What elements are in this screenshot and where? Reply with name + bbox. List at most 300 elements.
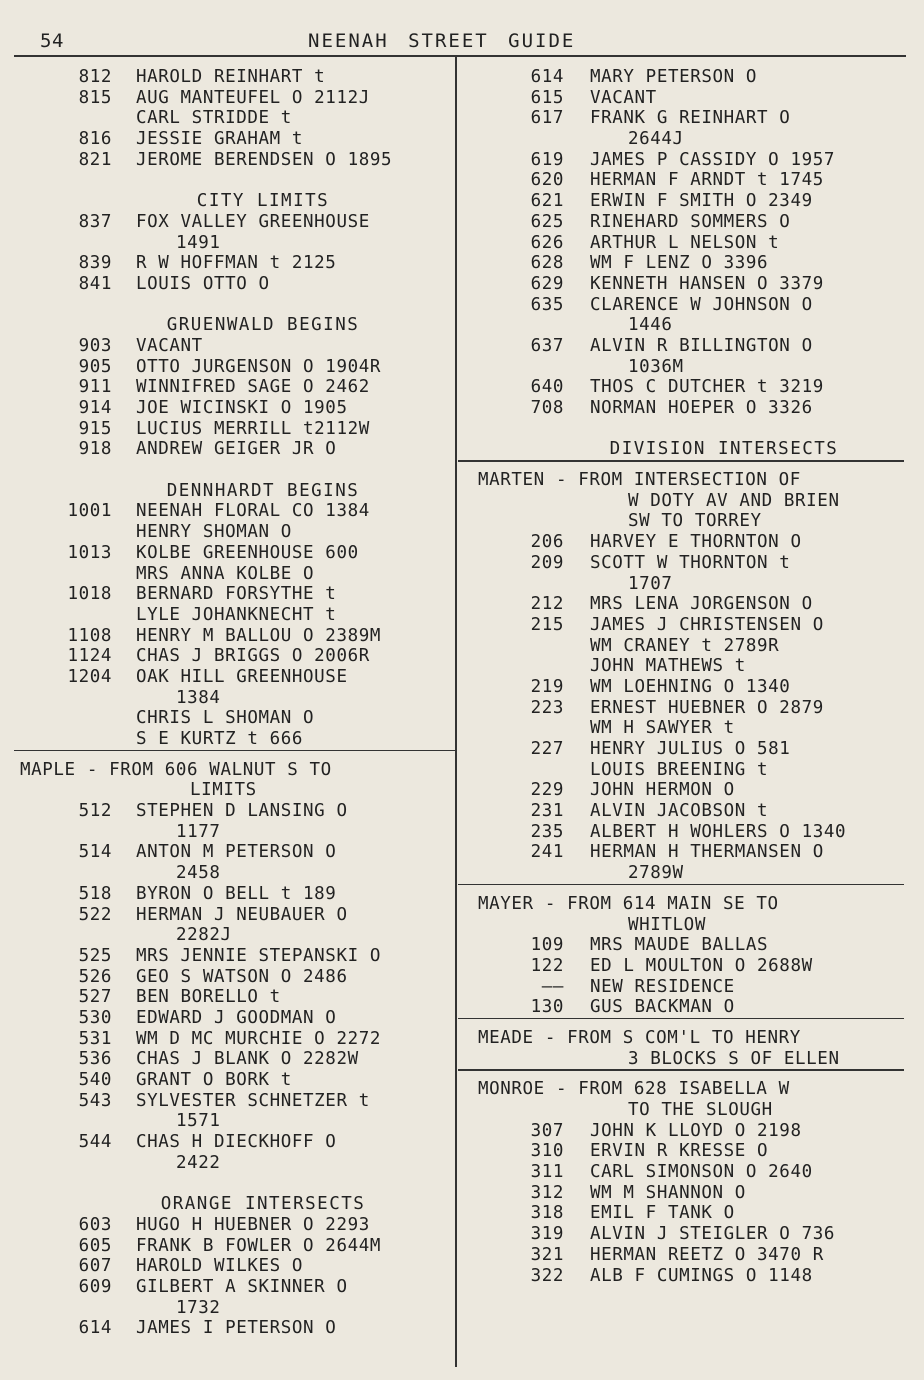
street-heading-continuation — [478, 511, 910, 532]
spacer — [20, 1173, 450, 1194]
street-heading — [20, 760, 450, 781]
page-number: 54 — [40, 30, 65, 52]
house-number: 206 — [530, 532, 564, 553]
house-number: 1001 — [67, 501, 112, 522]
house-number: 526 — [78, 966, 112, 987]
resident-name: THOS C DUTCHER t 3219 — [590, 377, 824, 398]
house-number: 629 — [530, 273, 564, 294]
entry-continuation — [20, 688, 450, 709]
directory-entry — [20, 1029, 450, 1050]
resident-name: KENNETH HANSEN O 3379 — [590, 273, 824, 294]
resident-name: JOHN HERMON O — [590, 780, 735, 801]
resident-name: ARTHUR L NELSON t — [590, 232, 780, 253]
resident-name: CARL STRIDDE t — [136, 108, 292, 129]
resident-name: LOUIS BREENING t — [590, 759, 769, 780]
section-heading-text: DENNHARDT BEGINS — [166, 480, 360, 501]
resident-name: HENRY JULIUS O 581 — [590, 739, 791, 759]
street-heading-text: MAYER - FROM 614 MAIN SE TO — [478, 893, 779, 914]
directory-entry — [20, 626, 450, 647]
directory-entry — [478, 1141, 910, 1162]
resident-name: HERMAN J NEUBAUER O — [136, 904, 348, 925]
resident-name: JAMES J CHRISTENSEN O — [590, 614, 824, 635]
directory-entry — [20, 564, 450, 585]
resident-name: NEW RESIDENCE — [590, 976, 735, 997]
right-column — [478, 67, 910, 1286]
house-number: 625 — [530, 211, 564, 232]
directory-entry — [20, 905, 450, 926]
house-number: 903 — [78, 335, 112, 356]
directory-entry — [20, 842, 450, 863]
resident-name: LOUIS OTTO O — [136, 273, 270, 294]
resident-name: ALB F CUMINGS O 1148 — [590, 1265, 813, 1286]
directory-entry — [20, 377, 450, 398]
directory-entry — [478, 780, 910, 801]
house-number: 815 — [78, 87, 112, 108]
house-number: 530 — [78, 1007, 112, 1028]
resident-name: ERVIN R KRESSE O — [590, 1141, 769, 1162]
house-number: 628 — [530, 253, 564, 274]
section-heading-text: DIVISION INTERSECTS — [609, 439, 839, 460]
house-number: 231 — [530, 801, 564, 822]
resident-name: STEPHEN D LANSING O — [136, 801, 348, 822]
resident-name: BYRON O BELL t 189 — [136, 883, 337, 904]
directory-entry — [478, 212, 910, 233]
house-number: 1204 — [67, 666, 112, 687]
street-heading-continuation — [478, 915, 910, 936]
continuation-text: 2422 — [176, 1152, 221, 1173]
directory-entry — [20, 419, 450, 440]
continuation-text: 1732 — [176, 1297, 221, 1318]
house-number: 235 — [530, 821, 564, 842]
house-number: 821 — [78, 149, 112, 170]
spacer — [20, 170, 450, 191]
section-heading-text: GRUENWALD BEGINS — [166, 315, 360, 336]
continuation-text: 1491 — [176, 232, 221, 253]
street-heading — [478, 894, 910, 915]
resident-name: VACANT — [136, 335, 203, 356]
directory-entry — [478, 615, 910, 636]
house-number: 241 — [530, 842, 564, 863]
street-heading — [478, 1028, 910, 1049]
resident-name: ERNEST HUEBNER O 2879 — [590, 697, 824, 718]
resident-name: NEENAH FLORAL CO 1384 — [136, 501, 370, 522]
directory-entry — [20, 1236, 450, 1257]
directory-entry — [478, 956, 910, 977]
street-heading-text: MONROE - FROM 628 ISABELLA W — [478, 1079, 790, 1100]
resident-name: KOLBE GREENHOUSE 600 — [136, 542, 359, 563]
directory-entry — [478, 636, 910, 657]
directory-entry — [478, 336, 910, 357]
street-heading-continuation-text: LIMITS — [190, 780, 257, 801]
divider-line — [458, 460, 904, 462]
resident-name: RINEHARD SOMMERS O — [590, 211, 791, 232]
resident-name: HUGO H HUEBNER O 2293 — [136, 1214, 370, 1235]
resident-name: WINNIFRED SAGE O 2462 — [136, 377, 370, 398]
house-number: 512 — [78, 801, 112, 822]
house-number: 605 — [78, 1235, 112, 1256]
house-number: 614 — [530, 67, 564, 87]
resident-name: CLARENCE W JOHNSON O — [590, 294, 813, 315]
house-number: 307 — [530, 1120, 564, 1141]
resident-name: MRS MAUDE BALLAS — [590, 935, 769, 956]
spacer — [478, 419, 910, 440]
house-number: 640 — [530, 377, 564, 398]
directory-entry — [20, 708, 450, 729]
resident-name: WM D MC MURCHIE O 2272 — [136, 1028, 381, 1049]
house-number: 621 — [530, 191, 564, 212]
directory-entry — [478, 842, 910, 863]
resident-name: JOHN MATHEWS t — [590, 656, 746, 677]
directory-entry — [20, 1070, 450, 1091]
street-heading-continuation-text: TO THE SLOUGH — [628, 1100, 773, 1120]
house-number: 1108 — [67, 625, 112, 646]
resident-name: LUCIUS MERRILL t2112W — [136, 418, 370, 439]
directory-entry — [478, 822, 910, 843]
house-number: 1013 — [67, 542, 112, 563]
page-title: NEENAH STREET GUIDE — [308, 30, 576, 52]
resident-name: JAMES I PETERSON O — [136, 1318, 337, 1339]
directory-entry — [478, 1162, 910, 1183]
house-number: 536 — [78, 1049, 112, 1070]
house-number: 310 — [530, 1141, 564, 1162]
entry-continuation — [20, 822, 450, 843]
house-number: 841 — [78, 273, 112, 294]
house-number: 209 — [530, 552, 564, 573]
directory-entry — [20, 667, 450, 688]
section-heading — [20, 1194, 450, 1215]
resident-name: HERMAN H THERMANSEN O — [590, 842, 824, 863]
house-number: 918 — [78, 439, 112, 460]
section-heading — [20, 191, 450, 212]
resident-name: HENRY SHOMAN O — [136, 522, 292, 543]
directory-entry — [478, 1203, 910, 1224]
directory-entry — [20, 729, 450, 750]
house-number: 322 — [530, 1265, 564, 1286]
resident-name: GRANT O BORK t — [136, 1070, 292, 1090]
house-number: 607 — [78, 1256, 112, 1277]
continuation-text: 1571 — [176, 1111, 221, 1132]
directory-entry — [20, 946, 450, 967]
resident-name: HARVEY E THORNTON O — [590, 532, 802, 553]
resident-name: FRANK B FOWLER O 2644M — [136, 1235, 381, 1256]
directory-entry — [478, 698, 910, 719]
resident-name: WM M SHANNON O — [590, 1182, 746, 1203]
divider-line — [458, 1018, 904, 1020]
directory-entry — [20, 88, 450, 109]
directory-entry — [20, 543, 450, 564]
directory-entry — [478, 760, 910, 781]
street-heading-continuation-text: 3 BLOCKS S OF ELLEN — [628, 1048, 840, 1069]
continuation-text: 2282J — [176, 925, 232, 946]
resident-name: ANTON M PETERSON O — [136, 842, 337, 863]
house-number: 617 — [530, 108, 564, 129]
divider-line — [14, 750, 456, 752]
resident-name: GEO S WATSON O 2486 — [136, 966, 348, 987]
resident-name: MRS JENNIE STEPANSKI O — [136, 945, 381, 966]
spacer — [20, 295, 450, 316]
directory-entry — [478, 108, 910, 129]
directory-entry — [20, 605, 450, 626]
street-heading — [478, 470, 910, 491]
directory-entry — [478, 997, 910, 1018]
resident-name: CARL SIMONSON O 2640 — [590, 1162, 813, 1183]
resident-name: HERMAN REETZ O 3470 R — [590, 1244, 824, 1265]
directory-entry — [478, 1183, 910, 1204]
directory-entry — [20, 522, 450, 543]
directory-entry — [20, 398, 450, 419]
directory-entry — [478, 88, 910, 109]
section-heading — [20, 315, 450, 336]
directory-entry — [478, 677, 910, 698]
resident-name: SYLVESTER SCHNETZER t — [136, 1090, 370, 1111]
directory-entry — [20, 108, 450, 129]
resident-name: GILBERT A SKINNER O — [136, 1276, 348, 1297]
house-number: 816 — [78, 129, 112, 150]
house-number: 122 — [530, 955, 564, 976]
house-number: 215 — [530, 614, 564, 635]
house-number: 321 — [530, 1244, 564, 1265]
house-number: 219 — [530, 676, 564, 697]
resident-name: FOX VALLEY GREENHOUSE — [136, 211, 370, 232]
continuation-text: 1707 — [628, 573, 673, 594]
house-number: 227 — [530, 739, 564, 759]
directory-entry — [20, 336, 450, 357]
resident-name: CHAS H DIECKHOFF O — [136, 1132, 337, 1153]
divider-line — [458, 884, 904, 886]
street-divider — [478, 1018, 910, 1028]
house-number: 635 — [530, 294, 564, 315]
resident-name: ED L MOULTON O 2688W — [590, 955, 813, 976]
directory-entry — [478, 801, 910, 822]
street-heading-continuation — [478, 1100, 910, 1121]
directory-entry — [20, 1049, 450, 1070]
resident-name: WM F LENZ O 3396 — [590, 253, 769, 274]
house-number: 527 — [78, 987, 112, 1008]
house-number: 109 — [530, 935, 564, 956]
street-heading-continuation-text: SW TO TORREY — [628, 511, 762, 532]
entry-continuation — [478, 315, 910, 336]
directory-entry — [478, 150, 910, 171]
entry-continuation — [20, 863, 450, 884]
house-number: 1018 — [67, 584, 112, 605]
section-heading — [20, 481, 450, 502]
directory-entry — [20, 1008, 450, 1029]
resident-name: LYLE JOHANKNECHT t — [136, 604, 337, 625]
street-divider — [478, 1069, 910, 1079]
house-number: 614 — [78, 1318, 112, 1339]
directory-entry — [20, 967, 450, 988]
resident-name: CHAS J BLANK O 2282W — [136, 1049, 359, 1070]
directory-entry — [20, 584, 450, 605]
entry-continuation — [20, 1153, 450, 1174]
directory-entry — [20, 274, 450, 295]
entry-continuation — [20, 1298, 450, 1319]
resident-name: HAROLD REINHART t — [136, 67, 326, 87]
resident-name: JESSIE GRAHAM t — [136, 129, 304, 150]
entry-continuation — [20, 233, 450, 254]
resident-name: BEN BORELLO t — [136, 987, 281, 1008]
continuation-text: 2644J — [628, 129, 684, 150]
street-heading-continuation-text: WHITLOW — [628, 914, 706, 935]
directory-entry — [478, 977, 910, 998]
resident-name: ERWIN F SMITH O 2349 — [590, 191, 813, 212]
house-number: 319 — [530, 1224, 564, 1245]
resident-name: MARY PETERSON O — [590, 67, 758, 87]
directory-entry — [478, 532, 910, 553]
resident-name: AUG MANTEUFEL O 2112J — [136, 87, 370, 108]
directory-entry — [20, 1132, 450, 1153]
resident-name: WM LOEHNING O 1340 — [590, 676, 791, 697]
resident-name: CHRIS L SHOMAN O — [136, 708, 315, 729]
house-number: 637 — [530, 335, 564, 356]
directory-entry — [20, 1091, 450, 1112]
resident-name: ALVIN R BILLINGTON O — [590, 335, 813, 356]
column-divider — [455, 57, 457, 1367]
directory-entry — [478, 253, 910, 274]
directory-entry — [20, 1256, 450, 1277]
house-number: 1124 — [67, 646, 112, 667]
entry-continuation — [478, 574, 910, 595]
resident-name: JOHN K LLOYD O 2198 — [590, 1120, 802, 1141]
resident-name: ALVIN JACOBSON t — [590, 801, 769, 822]
directory-entry — [20, 1277, 450, 1298]
house-number: 229 — [530, 780, 564, 801]
resident-name: JOE WICINSKI O 1905 — [136, 398, 348, 418]
resident-name: ALVIN J STEIGLER O 736 — [590, 1224, 835, 1245]
resident-name: S E KURTZ t 666 — [136, 729, 304, 749]
directory-entry — [20, 1318, 450, 1339]
entry-continuation — [478, 129, 910, 150]
house-number: 212 — [530, 594, 564, 615]
resident-name: HENRY M BALLOU O 2389M — [136, 625, 381, 646]
header-rule — [14, 55, 906, 57]
street-heading-text: MEADE - FROM S COM'L TO HENRY — [478, 1027, 801, 1048]
directory-entry — [478, 594, 910, 615]
street-heading-text: MAPLE - FROM 606 WALNUT S TO — [20, 759, 332, 780]
resident-name: ANDREW GEIGER JR O — [136, 439, 337, 460]
directory-entry — [20, 439, 450, 460]
house-number: 544 — [78, 1132, 112, 1153]
house-number: 543 — [78, 1090, 112, 1111]
continuation-text: 2789W — [628, 863, 684, 884]
resident-name: SCOTT W THORNTON t — [590, 552, 791, 573]
street-divider — [478, 884, 910, 894]
street-divider — [20, 750, 450, 760]
directory-entry — [20, 212, 450, 233]
resident-name: BERNARD FORSYTHE t — [136, 584, 337, 605]
street-heading-text: MARTEN - FROM INTERSECTION OF — [478, 470, 801, 491]
house-number: 522 — [78, 904, 112, 925]
directory-entry — [478, 1121, 910, 1142]
resident-name: VACANT — [590, 87, 657, 108]
house-number: 223 — [530, 697, 564, 718]
entry-continuation — [20, 1111, 450, 1132]
directory-entry — [20, 501, 450, 522]
directory-entry — [478, 739, 910, 760]
continuation-text: 2458 — [176, 863, 221, 884]
house-number: 514 — [78, 842, 112, 863]
resident-name: MRS ANNA KOLBE O — [136, 563, 315, 584]
directory-entry — [478, 170, 910, 191]
directory-entry — [478, 1266, 910, 1287]
directory-entry — [20, 357, 450, 378]
resident-name: MRS LENA JORGENSON O — [590, 594, 813, 615]
directory-entry — [478, 191, 910, 212]
resident-name: WM CRANEY t 2789R — [590, 635, 780, 656]
directory-entry — [20, 646, 450, 667]
resident-name: R W HOFFMAN t 2125 — [136, 253, 337, 274]
resident-name: WM H SAWYER t — [590, 718, 735, 739]
resident-name: HAROLD WILKES O — [136, 1256, 304, 1277]
street-heading-continuation-text: W DOTY AV AND BRIEN — [628, 490, 840, 511]
left-column — [20, 67, 450, 1339]
directory-entry — [20, 801, 450, 822]
resident-name: EDWARD J GOODMAN O — [136, 1007, 337, 1028]
street-heading-continuation — [478, 1049, 910, 1070]
section-heading-text: CITY LIMITS — [196, 191, 330, 212]
street-heading-continuation — [20, 780, 450, 801]
resident-name: JEROME BERENDSEN O 1895 — [136, 149, 393, 170]
continuation-text: 1446 — [628, 315, 673, 336]
house-number: 540 — [78, 1070, 112, 1090]
house-number: 130 — [530, 997, 564, 1018]
continuation-text: 1177 — [176, 821, 221, 842]
house-number: —— — [541, 976, 564, 997]
house-number: 311 — [530, 1162, 564, 1183]
divider-line — [458, 1069, 904, 1071]
directory-entry — [20, 884, 450, 905]
house-number: 905 — [78, 356, 112, 377]
house-number: 615 — [530, 87, 564, 108]
house-number: 603 — [78, 1214, 112, 1235]
directory-entry — [478, 553, 910, 574]
directory-entry — [478, 67, 910, 88]
house-number: 839 — [78, 253, 112, 274]
street-heading — [478, 1079, 910, 1100]
resident-name: EMIL F TANK O — [590, 1203, 735, 1224]
house-number: 620 — [530, 170, 564, 191]
house-number: 518 — [78, 883, 112, 904]
house-number: 708 — [530, 398, 564, 418]
resident-name: GUS BACKMAN O — [590, 997, 735, 1018]
directory-entry — [478, 1245, 910, 1266]
entry-continuation — [478, 357, 910, 378]
directory-entry — [478, 295, 910, 316]
spacer — [20, 460, 450, 481]
section-heading-text: ORANGE INTERSECTS — [160, 1194, 366, 1215]
directory-entry — [20, 1215, 450, 1236]
resident-name: CHAS J BRIGGS O 2006R — [136, 646, 370, 667]
directory-entry — [20, 987, 450, 1008]
resident-name: OAK HILL GREENHOUSE — [136, 666, 348, 687]
resident-name: ALBERT H WOHLERS O 1340 — [590, 821, 847, 842]
house-number: 318 — [530, 1203, 564, 1224]
directory-entry — [478, 274, 910, 295]
house-number: 312 — [530, 1182, 564, 1203]
house-number: 626 — [530, 232, 564, 253]
house-number: 525 — [78, 945, 112, 966]
section-heading — [478, 439, 910, 460]
entry-continuation — [20, 925, 450, 946]
house-number: 911 — [78, 377, 112, 398]
directory-entry — [20, 253, 450, 274]
entry-continuation — [478, 863, 910, 884]
directory-entry — [478, 935, 910, 956]
street-heading-continuation — [478, 491, 910, 512]
directory-entry — [20, 67, 450, 88]
continuation-text: 1384 — [176, 687, 221, 708]
house-number: 531 — [78, 1028, 112, 1049]
